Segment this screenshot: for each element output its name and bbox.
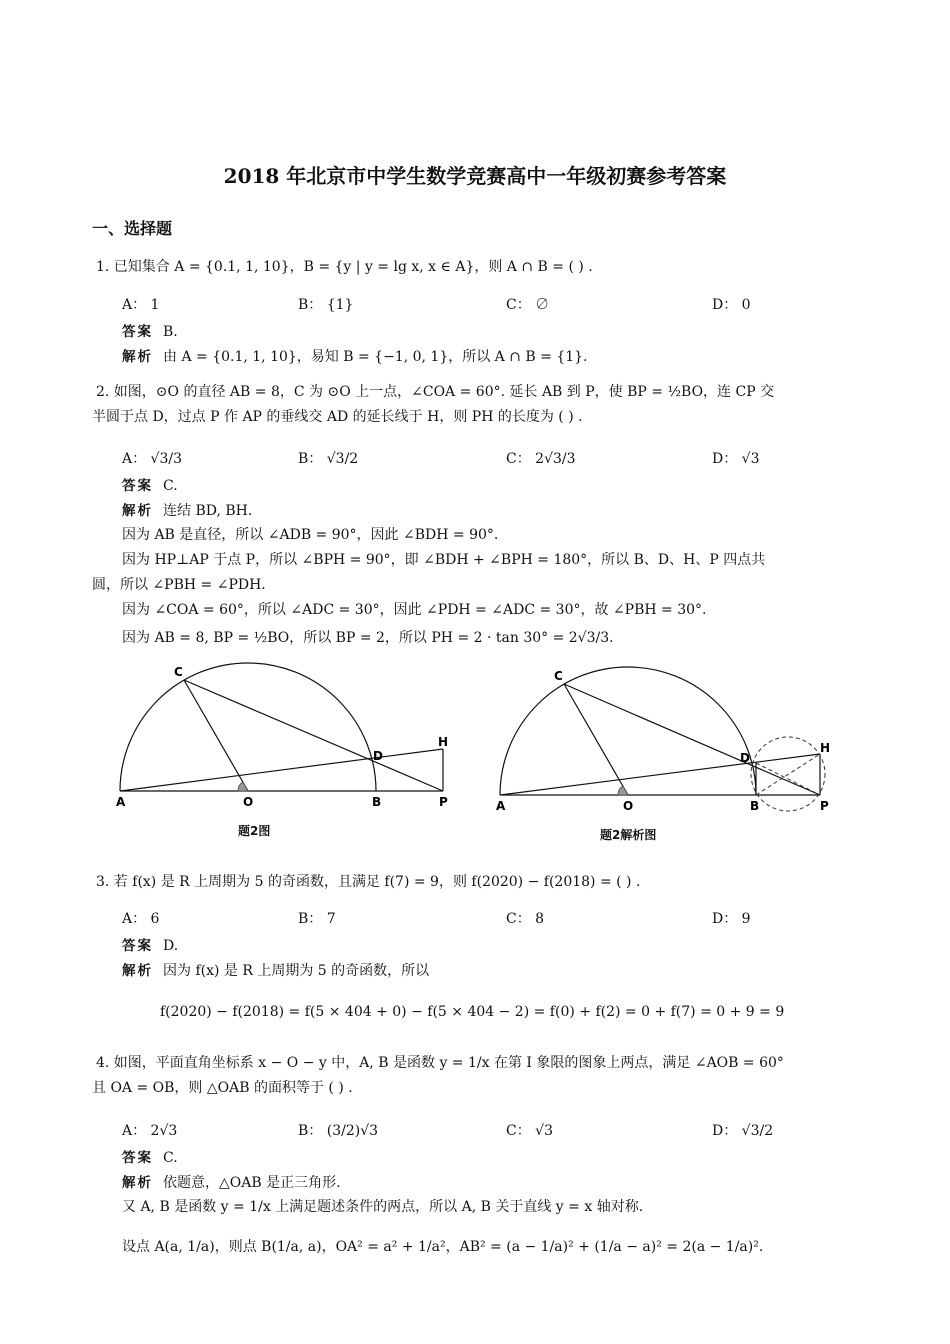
analysis-label: 解析	[122, 1175, 153, 1191]
q4-analysis-line-2: 又 A, B 是函数 y = 1/x 上满足题述条件的两点，所以 A, B 关于直线 y = x 轴对称.	[122, 1199, 644, 1215]
fig-label-d: D	[373, 749, 383, 763]
fig-line-bh	[756, 754, 820, 795]
q3-option-b: B： 7	[298, 911, 336, 927]
q2-answer	[122, 474, 178, 494]
q2-option-d: D： √3	[712, 451, 760, 467]
analysis-label: 解析	[122, 503, 153, 519]
fig-semicircle	[500, 667, 756, 795]
q1-answer-value: B.	[163, 324, 178, 340]
fig-label-p: P	[820, 799, 829, 813]
q3-answer-value: D.	[163, 938, 179, 954]
q2-analysis-line-2: 因为 AB 是直径，所以 ∠ADB = 90°，因此 ∠BDH = 90°.	[122, 527, 499, 543]
section-heading: 一、选择题	[92, 219, 173, 238]
fig-label-h: H	[438, 735, 449, 749]
q3-option-c: C： 8	[506, 911, 545, 927]
q3-option-d: D： 9	[712, 911, 751, 927]
fig-label-c: C	[554, 669, 563, 683]
fig-label-p: P	[439, 795, 448, 809]
q4-answer	[122, 1146, 178, 1166]
page-title: 2018 年北京市中学生数学竞赛高中一年级初赛参考答案	[223, 164, 727, 188]
answer-label: 答案	[122, 324, 153, 340]
q2-figure	[110, 660, 460, 810]
q2-option-c: C： 2√3/3	[506, 451, 576, 467]
q3-answer	[122, 934, 178, 954]
answer-label: 答案	[122, 1150, 153, 1166]
q2-analysis-line-6: 因为 AB = 8, BP = ½BO，所以 BP = 2，所以 PH = 2 · tan 30° = 2√3/3.	[122, 630, 614, 646]
q2-analysis-figure-caption: 题2解析图	[600, 828, 657, 842]
q2-analysis-line-3: 因为 HP⊥AP 于点 P，所以 ∠BPH = 90°，即 ∠BDH + ∠BPH = 180°，所以 B、D、H、P 四点共	[122, 552, 766, 568]
answer-label: 答案	[122, 478, 153, 494]
fig-angle-mark	[238, 782, 248, 791]
q4-option-a: A： 2√3	[122, 1123, 178, 1139]
q2-option-b: B： √3/2	[298, 451, 359, 467]
q3-analysis-line-1: 因为 f(x) 是 R 上周期为 5 的奇函数，所以	[163, 963, 430, 979]
q1-answer	[122, 320, 178, 340]
q4-analysis-line-3: 设点 A(a, 1/a)，则点 B(1/a, a)，OA² = a² + 1/a²，AB² = (a − 1/a)² + (1/a − a)² = 2(a − 1/a)².	[122, 1239, 764, 1255]
answer-label: 答案	[122, 938, 153, 954]
q1-option-d: D： 0	[712, 297, 751, 313]
q1-option-a: A： 1	[122, 297, 160, 313]
q1-stem: 1. 已知集合 A = {0.1, 1, 10}，B = {y | y = lg x, x ∈ A}，则 A ∩ B = ( ) .	[96, 259, 593, 275]
q2-analysis-line-4: 圆，所以 ∠PBH = ∠PDH.	[92, 577, 266, 593]
fig-semicircle	[120, 663, 376, 791]
q2-analysis-figure	[490, 660, 840, 818]
q2-answer-value: C.	[163, 478, 178, 494]
q4-answer-value: C.	[163, 1150, 178, 1166]
q4-option-c: C： √3	[506, 1123, 553, 1139]
q3-formula: f(2020) − f(2018) = f(5 × 404 + 0) − f(5 × 404 − 2) = f(0) + f(2) = 0 + f(7) = 0 + 9 = 9	[160, 1004, 785, 1020]
fig-label-b: B	[372, 795, 382, 809]
fig-label-o: O	[243, 795, 254, 809]
q1-option-c: C： ∅	[506, 297, 550, 313]
q4-option-d: D： √3/2	[712, 1123, 774, 1139]
q2-option-a: A： √3/3	[122, 451, 183, 467]
q2-figure-caption: 题2图	[238, 824, 271, 838]
q4-stem-line-1: 4. 如图，平面直角坐标系 x − O − y 中，A, B 是函数 y = 1/x 在第 I 象限的图象上两点，满足 ∠AOB = 60°	[96, 1055, 784, 1071]
q2-analysis-line-5: 因为 ∠COA = 60°，所以 ∠ADC = 30°，因此 ∠PDH = ∠ADC = 30°，故 ∠PBH = 30°.	[122, 602, 707, 618]
q2-stem-line-1: 2. 如图，⊙O 的直径 AB = 8，C 为 ⊙O 上一点，∠COA = 60°. 延长 AB 到 P，使 BP = ½BO，连 CP 交	[96, 384, 775, 400]
analysis-label: 解析	[122, 349, 153, 365]
q1-option-b: B： {1}	[298, 297, 354, 313]
fig-angle-mark	[618, 786, 628, 795]
q4-analysis-line-1: 依题意，△OAB 是正三角形.	[163, 1175, 341, 1191]
q2-analysis-line-1: 连结 BD, BH.	[163, 503, 253, 519]
analysis-label: 解析	[122, 963, 153, 979]
q1-analysis	[122, 345, 588, 366]
q3-analysis	[122, 959, 429, 980]
fig-label-c: C	[174, 665, 183, 679]
q3-option-a: A： 6	[122, 911, 160, 927]
fig-label-a: A	[116, 795, 126, 809]
q1-analysis-line-1: 由 A = {0.1, 1, 10}，易知 B = {−1, 0, 1}，所以 A ∩ B = {1}.	[163, 349, 588, 365]
fig-label-h: H	[820, 741, 831, 755]
q2-analysis	[122, 499, 252, 520]
q4-option-b: B： (3/2)√3	[298, 1123, 379, 1139]
fig-label-b: B	[750, 799, 760, 813]
fig-line-cp	[184, 680, 443, 791]
fig-label-o: O	[623, 799, 634, 813]
fig-label-d: D	[740, 751, 750, 765]
q2-stem-line-2: 半圆于点 D，过点 P 作 AP 的垂线交 AD 的延长线于 H，则 PH 的长度为 ( ) .	[92, 409, 583, 425]
fig-line-co	[184, 680, 248, 791]
fig-line-co	[564, 684, 628, 795]
q4-stem-line-2: 且 OA = OB，则 △OAB 的面积等于 ( ) .	[92, 1080, 353, 1096]
q3-stem: 3. 若 f(x) 是 R 上周期为 5 的奇函数，且满足 f(7) = 9，则 f(2020) − f(2018) = ( ) .	[96, 874, 641, 890]
fig-label-a: A	[496, 799, 506, 813]
q4-analysis	[122, 1171, 341, 1192]
